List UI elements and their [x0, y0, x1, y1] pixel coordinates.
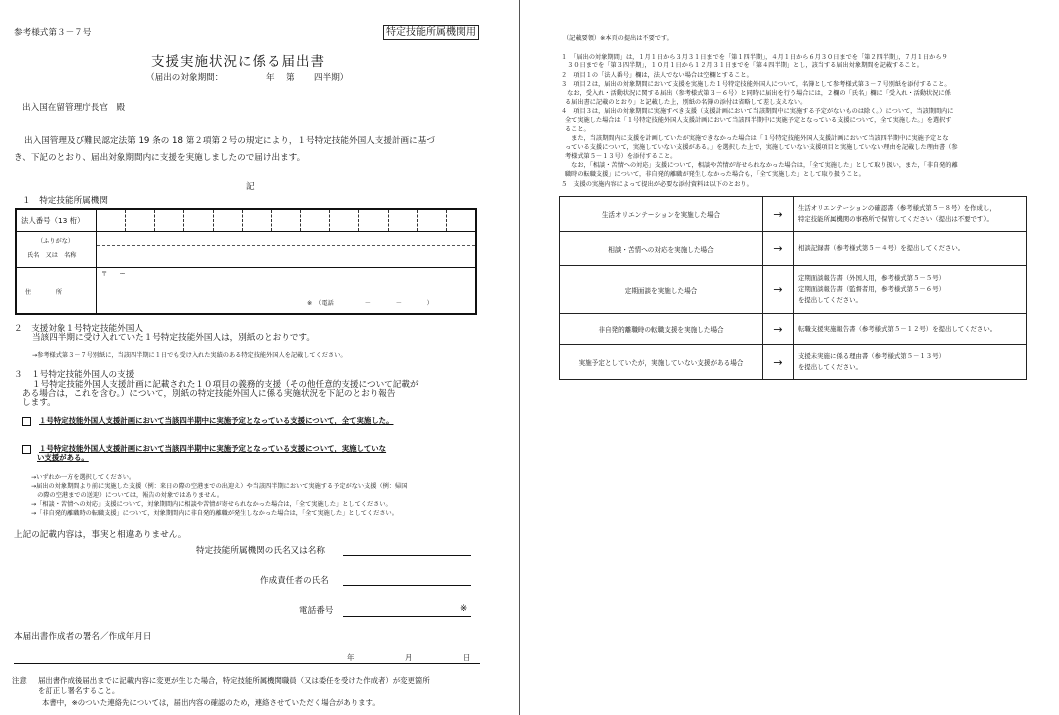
table-row: [560, 232, 1026, 266]
note-line-5: →「非自発的離職時の転職支援」について，対象期間内に非自発的離職が発生しなかった場合は，「全て実施した」としてください。: [31, 510, 398, 517]
intro-line-2: き、下記のとおり、届出対象期間内に支援を実施しましたので届け出ます。: [14, 153, 306, 163]
arrow-icon: →: [763, 345, 794, 379]
signature-line[interactable]: [14, 663, 480, 664]
sig-resp-line[interactable]: [343, 585, 471, 586]
requirement-cell: [794, 232, 1026, 265]
requirement-cell: [794, 314, 1026, 344]
option-all-implemented-label: １号特定技能外国人支援計画において当該四半期中に実施予定となっている支援について，全て実施した。: [39, 416, 394, 425]
instruction-line: っている支援について，実施していない支援がある。」を選択した上で，実施していない支援項目と実施していない理由を記載した理由書（参: [565, 144, 958, 151]
requirement-cell: [794, 266, 1026, 313]
table-row: [560, 314, 1026, 345]
section-3-title: ３ １号特定技能外国人の支援: [14, 370, 135, 380]
instruction-line: なお，受入れ・活動状況に関する届出（参考様式第３－６号）と同時に届出を行う場合には，２欄の「氏名」欄に「受入れ・活動状況に係: [561, 90, 951, 97]
section-1-title: １ 特定技能所属機関: [22, 196, 108, 206]
name-label: 氏名 又は 名称: [27, 252, 77, 259]
attention-label: 注意: [12, 676, 27, 685]
corp-number-field[interactable]: [97, 210, 475, 231]
sig-phone-label: 電話番号: [299, 606, 334, 616]
period-prefix: （届出の対象期間：: [146, 73, 224, 83]
period-dai: 第: [286, 73, 295, 83]
instruction-line: ５ 支援の実施内容によって提出が必要な添付資料は以下のとおり。: [561, 181, 753, 188]
requirement-cell: [794, 345, 1026, 379]
instruction-line: ３ 項目２は，届出の対象期間において支援を実施した１号特定技能外国人について，名簿として参考様式第３－７号別紙を添付すること。: [561, 81, 951, 88]
arrow-icon: →: [763, 266, 794, 313]
address-row: [17, 267, 475, 313]
period-year: 年: [266, 73, 275, 83]
instructions-header: （記載要領）※本頁の提出は不要です。: [563, 35, 673, 42]
requirement-line: 支援未実施に係る理由書（参考様式第５－１３号）: [798, 352, 945, 360]
case-cell: 非自発的離職時の転職支援を実施した場合: [560, 314, 763, 344]
case-cell: 実施予定としていたが，実施していない支援がある場合: [560, 345, 763, 379]
checkbox-all-implemented[interactable]: [22, 417, 31, 426]
sig-org-line[interactable]: [343, 555, 471, 556]
checkbox-not-implemented[interactable]: [22, 445, 31, 454]
truth-statement: 上記の記載内容は，事実と相違ありません。: [14, 530, 187, 540]
note-line-2: →届出の対象期間より前に実施した支援（例：来日の際の空港までの出迎え）や当該四半期において実施する予定がない支援（例：帰国: [31, 483, 408, 490]
instruction-line: 職時の転職支援」について，非自発的離職が発生しなかった場合も，「全て実施した」として取り扱うこと。: [565, 171, 865, 178]
name-row: [17, 231, 475, 268]
institution-info-table: [15, 208, 477, 315]
note-line-3: の際の空港までの送迎）については，報告の対象ではありません。: [31, 492, 224, 499]
section-3-body-2: ある場合は，これを含む。）について，別紙の特定技能外国人に係る実施状況を下記のとおり報告: [22, 389, 396, 399]
instruction-line: ２ 項目１の「法人番号」欄は，法人でない場合は空欄とすること。: [561, 72, 753, 79]
instruction-line: １ 「届出の対象期間」は，１月１日から３月３１日までを「第１四半期」，４月１日から６月３０日までを「第２四半期」，７月１日から９: [561, 54, 948, 61]
instruction-line: 全て実施した場合は「１号特定技能外国人支援計画において当該四半期中に実施予定となっている支援について，全て実施した。」を選択す: [565, 117, 952, 124]
instruction-line: ること。: [565, 126, 590, 133]
instruction-line: る届出書に記載のとおり」と記載した上，別紙の名簿の添付は省略して差し支えない。: [565, 99, 807, 106]
requirement-line: 定期面談報告書（監督者用，参考様式第５－６号）: [798, 285, 945, 293]
date-month: 月: [405, 653, 413, 662]
intro-line-1: 出入国管理及び難民認定法第 19 条の 18 第２項第２号の規定により，１号特定技能外国人支援計画に基づ: [24, 136, 435, 146]
instruction-line: なお，「相談・苦情への対応」支援について，相談や苦情が寄せられなかった場合は，「全て実施した」として取り扱い，また，「非自発的離: [565, 162, 958, 169]
requirement-line: 転職支援実施報告書（参考様式第５－１２号）を提出してください。: [798, 324, 997, 333]
instruction-line: ３０日までを「第３四半期」，１０月１日から１２月３１日までを「第４四半期」とし，該当する届出対象期間を記載すること。: [561, 62, 923, 69]
arrow-icon: →: [763, 197, 794, 231]
phone-note: ※ （電話 － － ）: [307, 300, 433, 307]
section-2-body: 当該四半期に受け入れていた１号特定技能外国人は，別紙のとおりです。: [32, 333, 315, 343]
arrow-icon: →: [763, 314, 794, 344]
name-field[interactable]: [97, 231, 475, 267]
case-cell: 相談・苦情への対応を実施した場合: [560, 232, 763, 265]
requirement-line: を提出してください。: [798, 296, 862, 304]
attention-line-1: 届出書作成後届出までに記載内容に変更が生じた場合，特定技能所属機関職員（又は委任を受けた作成者）が変更箇所: [38, 676, 430, 685]
requirement-line: を提出してください。: [798, 363, 862, 371]
sig-resp-label: 作成責任者の氏名: [260, 576, 329, 586]
page-divider: [519, 0, 520, 715]
case-cell: 定期面談を実施した場合: [560, 266, 763, 313]
section-2-title: ２ 支援対象１号特定技能外国人: [14, 324, 143, 334]
signature-label: 本届出書作成者の署名／作成年月日: [14, 632, 152, 642]
address-field[interactable]: [97, 267, 475, 313]
requirement-line: 特定技能所属機関の事務所で保管してください（提出は不要です）。: [798, 215, 993, 223]
attention-line-3: 本書中，※のついた連絡先については，届出内容の確認のため，連絡させていただく場合があります。: [42, 698, 380, 707]
corp-number-row: [17, 210, 475, 232]
section-3-body-3: します。: [22, 398, 56, 408]
requirement-line: 定期面談報告書（外国人用，参考様式第５－５号）: [798, 274, 945, 282]
instruction-line: また，当該期間内に支援を計画していたが実施できなかった場合は「１号特定技能外国人支援計画において当該四半期中に実施予定とな: [565, 135, 949, 142]
section-3-body-1: １号特定技能外国人支援計画に記載された１０項目の義務的支援（その他任意的支援について記載が: [32, 380, 419, 390]
option-not-implemented-label: １号特定技能外国人支援計画において当該四半期中に実施予定となっている支援について，実施していな: [39, 444, 387, 453]
date-year: 年: [347, 653, 355, 662]
addressee: 出入国在留管理庁長官 殿: [22, 103, 126, 113]
ki-heading: 記: [246, 182, 255, 192]
attention-line-2: を訂正し署名すること。: [38, 686, 120, 695]
instruction-line: ４ 項目３は，届出の対象期間に実施すべき支援（支援計画において当該期間中に実施する予定がないものは除く。）について，当該期間内に: [561, 108, 954, 115]
table-row: [560, 266, 1026, 314]
table-row: [560, 197, 1026, 232]
case-cell: 生活オリエンテーションを実施した場合: [560, 197, 763, 231]
address-label: 住 所: [25, 289, 63, 296]
sig-phone-line[interactable]: [343, 616, 471, 617]
date-day: 日: [463, 653, 471, 662]
institution-use-box: 特定技能所属機関用: [383, 25, 479, 40]
note-line-1: →いずれか一方を選択してください。: [31, 474, 136, 481]
furigana-label: （ふりがな）: [37, 238, 75, 245]
form-number: 参考様式第３－７号: [14, 28, 92, 38]
note-line-4: →「相談・苦情への対応」支援について，対象期間内に相談や苦情が寄せられなかった場合は，「全て実施した」としてください。: [31, 501, 392, 508]
table-row: [560, 345, 1026, 379]
requirement-cell: [794, 197, 1026, 231]
option-not-implemented-label-2: い支援がある。: [37, 453, 89, 462]
corp-number-label: 法人番号（13 桁）: [21, 216, 85, 225]
section-2-note: →参考様式第３－７号別紙に，当該四半期に１日でも受け入れた実績のある特定技能外国人を記載してください。: [32, 352, 347, 359]
requirement-line: 生活オリエンテーションの確認書（参考様式第５－８号）を作成し，: [798, 204, 996, 212]
page-title: 支援実施状況に係る届出書: [151, 54, 325, 70]
period-quarter: 四半期）: [314, 73, 349, 83]
sig-phone-mark: ※: [460, 604, 468, 614]
requirement-line: 相談記録書（参考様式第５－４号）を提出してください。: [798, 244, 965, 252]
attachments-table: [559, 196, 1027, 380]
option-all-implemented[interactable]: [22, 416, 393, 426]
arrow-icon: →: [763, 232, 794, 265]
instruction-line: 考様式第５－１３号）を添付すること。: [565, 153, 677, 160]
sig-org-label: 特定技能所属機関の氏名又は名称: [196, 546, 325, 556]
postal-mark: 〒 ー: [101, 271, 126, 278]
